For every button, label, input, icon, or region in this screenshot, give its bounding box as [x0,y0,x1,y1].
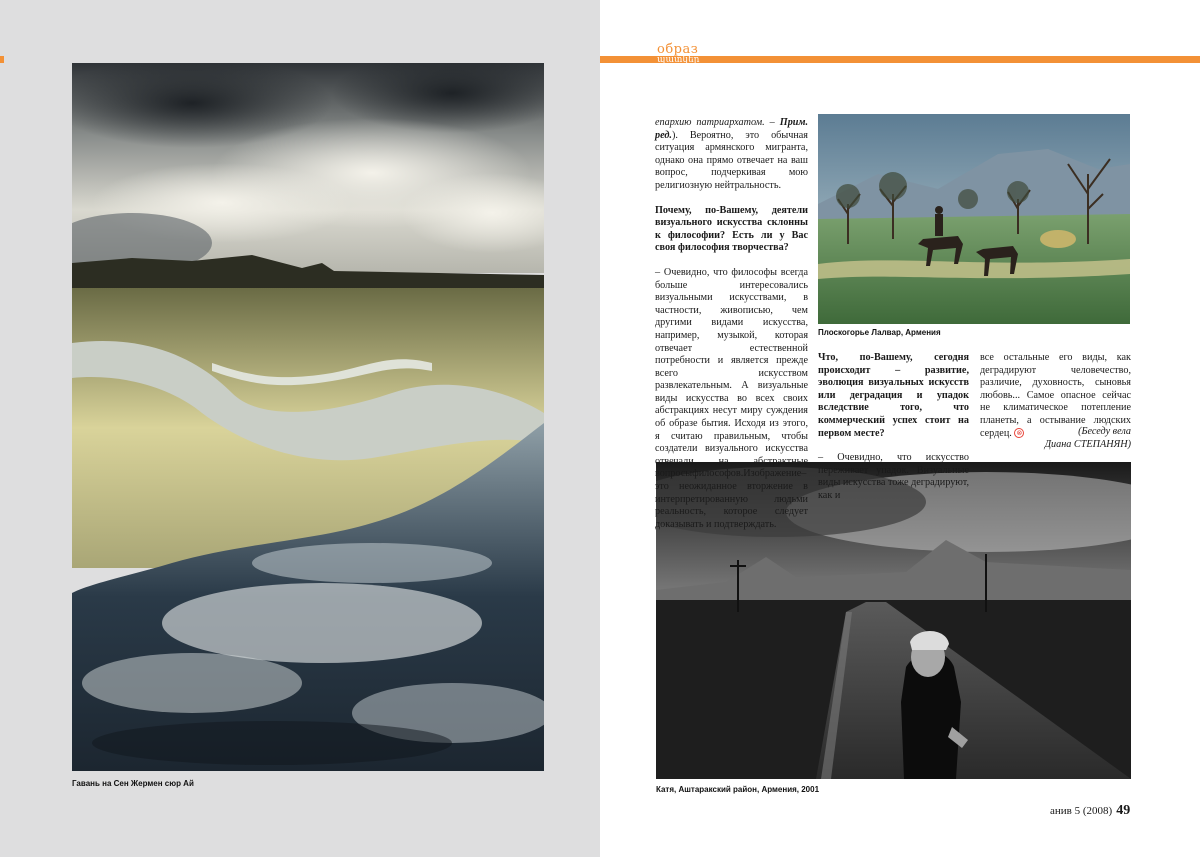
interview-answer-continued: все остальные его виды, как деградируют человечество, различие, духовность, сыновья любовь... Самое опасное сейчас не климатическое потепление планеты, а остывание людских сердец. [980,352,1131,439]
signoff-line-1: (Беседу вела [1078,426,1131,437]
interviewer-signoff [980,426,1131,451]
caption-top-photo: Плоскогорье Лалвар, Армения [818,328,941,337]
article-text-italic: епархию патриархатом. – [655,117,780,128]
page-number: 49 [1116,803,1131,818]
photo-harbor-landscape [72,63,544,771]
left-accent-strip [0,56,4,63]
end-of-article-icon: ⊗ [1014,428,1024,438]
article-text: ). Вероятно, это обычная ситуация армянского мигранта, однако она прямо отвечает на ваш вопрос, подчеркивая мою религиозную нейтральность. [655,129,808,191]
article-paragraph [655,117,808,193]
section-title-armenian: պատկեր [657,55,700,65]
article-column-2 [818,352,969,503]
editor-note: Прим. ред. [655,117,808,141]
caption-left-photo: Гавань на Сен Жермен сюр Ай [72,779,194,788]
interview-answer: – Очевидно, что искусство переживает упадок. Визуальные виды искусства тоже деградируют, как и [818,452,969,501]
signoff-line-2: Диана СТЕПАНЯН) [1044,438,1131,450]
magazine-issue: анив 5 (2008) [1050,805,1113,817]
photo-lalvar-plateau [818,114,1130,324]
interview-question: Что, по-Вашему, сегодня происходит – развитие, эволюция визуальных искусств или деградация и упадок вследствие того, что коммерческий успех стоит на первом месте? [818,352,969,439]
article-column-1 [655,117,808,531]
caption-bottom-photo: Катя, Аштаракский район, Армения, 2001 [656,785,820,794]
section-title: образ [657,42,699,57]
interview-question: Почему, по-Вашему, деятели визуального искусства склонны к философии? Есть ли у Вас своя философия творчества? [655,204,808,254]
page-folio [1050,803,1130,819]
interview-answer: – Очевидно, что философы всегда больше интересовались визуальными искусствами, в частности, живописью, чем другими видами искусства, например, музыкой, которая отвечает естественной потребности и является прежде всего искусством развлекательным. А визуальные виды искусства во всех своих абстракциях несут миру суждения об образе бытия. Исходя из этого, я считаю правильным, чтобы создатели визуального искусства отвечали на абстрактные вопросыфилософов.Изображение–это неожиданное вторжение в интерпретированную людьми реальность, которое следует доказывать и подтверждать. [655,266,808,530]
